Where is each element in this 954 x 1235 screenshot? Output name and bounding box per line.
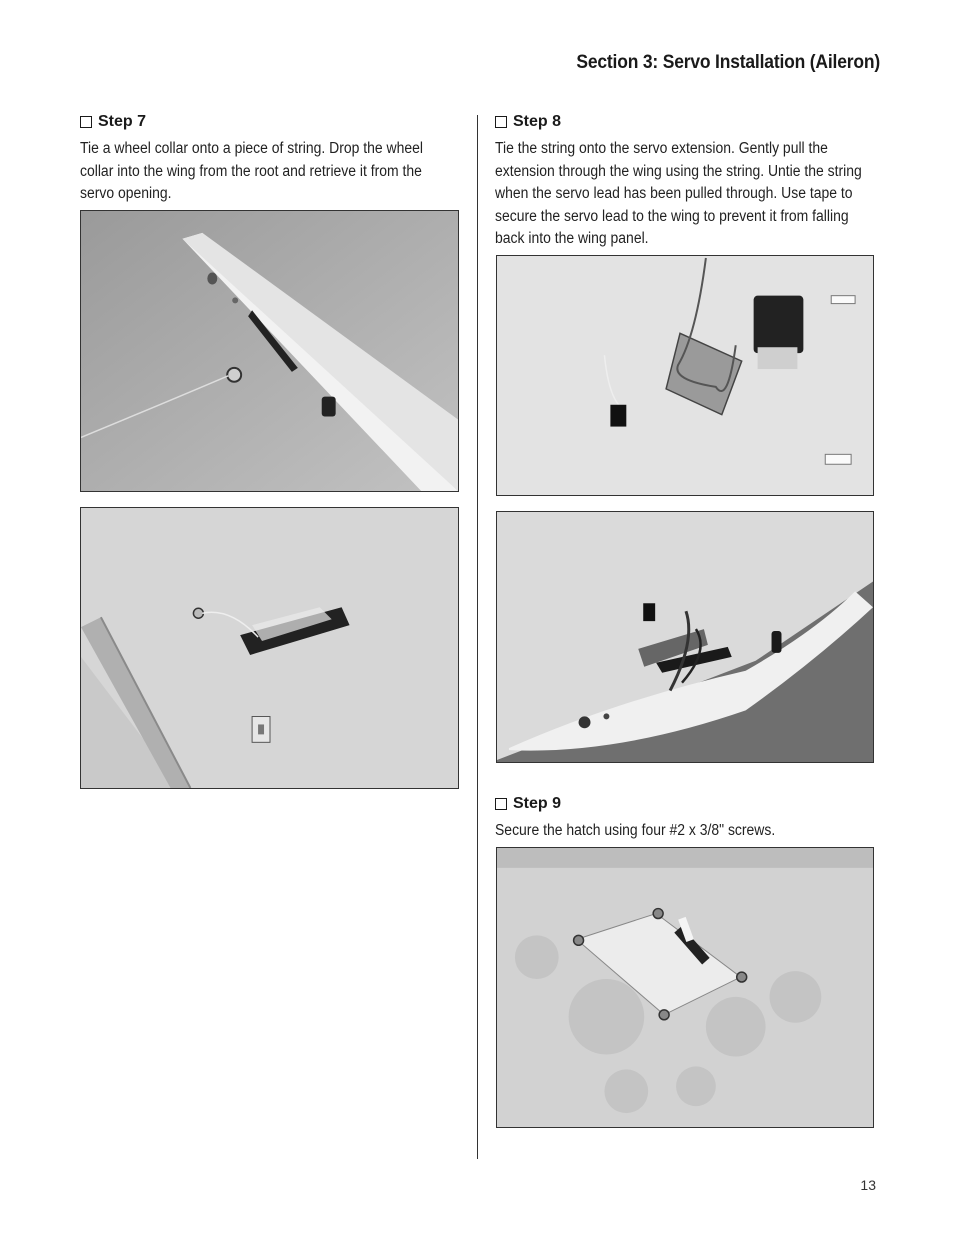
photo-hatch-secured [496,847,874,1128]
step-7-heading [80,113,146,131]
checkbox-icon[interactable] [495,798,507,810]
step-9-heading [495,795,561,813]
photo-taped-lead [496,511,874,763]
step-9-text: Secure the hatch using four #2 x 3/8" screws. [495,822,776,839]
photo-servo-opening [80,507,459,789]
step-7-text: Tie a wheel collar onto a piece of string. Drop the wheel collar into the wing from the root and retrieve it from the servo opening. [80,140,423,202]
column-divider [477,115,478,1159]
step-8-text: Tie the string onto the servo extension. Gently pull the extension through the wing using the string. Untie the string when the servo lead has been pulled through. Use tape to secure the servo lead to the wing to prevent it from falling back into the wing panel. [495,140,862,247]
photo-servo-extension [496,255,874,496]
checkbox-icon[interactable] [495,116,507,128]
section-title: Section 3: Servo Installation (Aileron) [576,52,880,73]
step-7-label: Step 7 [98,113,147,130]
checkbox-icon[interactable] [80,116,92,128]
photo-wheel-collar-string [80,210,459,492]
page-number: 13 [860,1177,876,1193]
step-8-heading [495,113,561,131]
step-9-label: Step 9 [513,795,562,812]
step-8-label: Step 8 [513,113,562,130]
